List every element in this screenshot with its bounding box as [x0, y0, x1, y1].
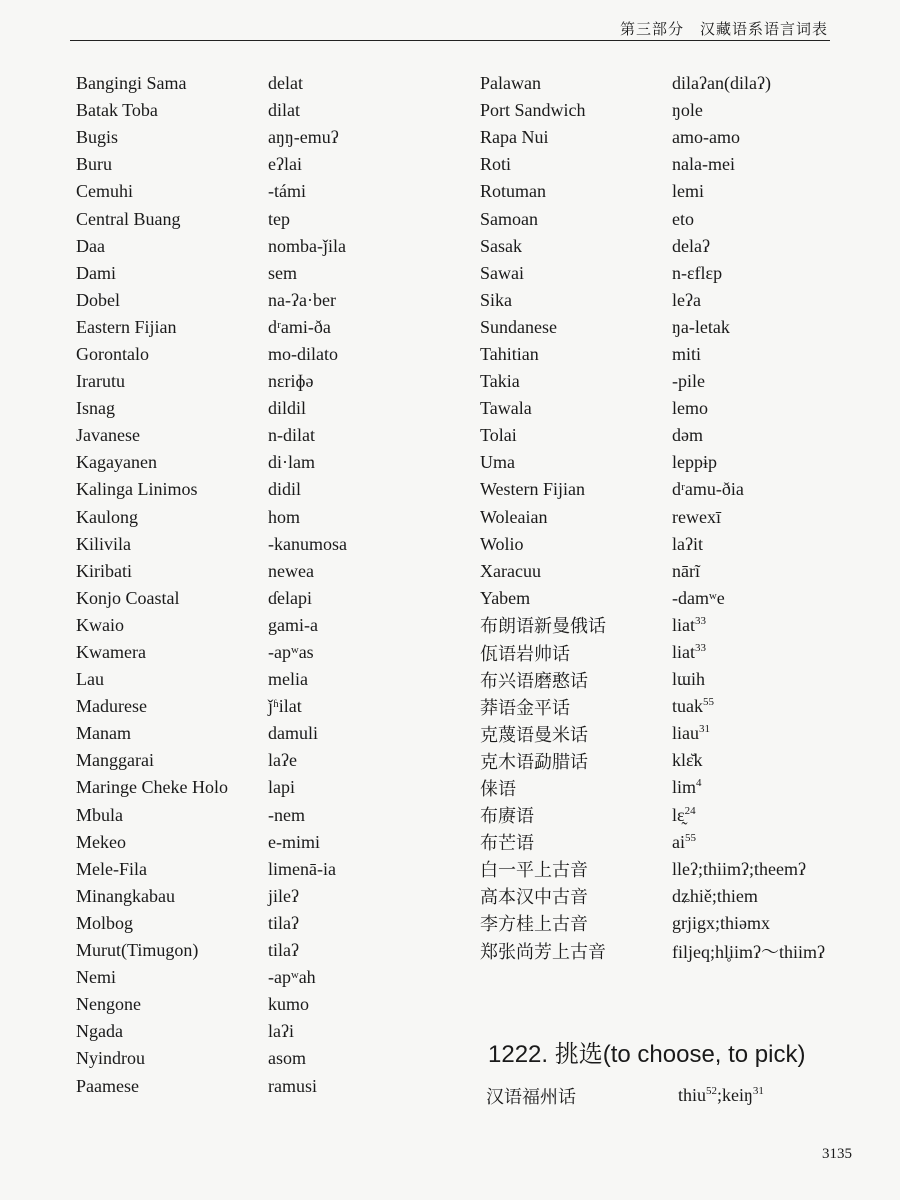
entry-word: eʔlai [268, 154, 302, 175]
list-item [480, 341, 870, 368]
entry-language: Nemi [76, 967, 116, 988]
list-item [76, 937, 466, 964]
entry-word: didil [268, 479, 302, 500]
entry-language: Kwaio [76, 614, 124, 635]
entry-word: eto [672, 208, 694, 229]
entry-word: delat [268, 73, 303, 94]
entry-language: Mele-Fila [76, 858, 147, 879]
entry-language: Xaracuu [480, 560, 541, 581]
entry-language: 布兴语磨憨话 [480, 670, 588, 691]
entry-word: delaʔ [672, 235, 710, 256]
entry-word: na-ʔa·ber [268, 289, 336, 310]
entry-language: Madurese [76, 696, 147, 717]
entry-word: mo-dilato [268, 343, 338, 364]
entry-language: Kwamera [76, 642, 146, 663]
list-item [76, 829, 466, 856]
left-word-list [76, 70, 466, 1100]
entry-word: limenā-ia [268, 858, 336, 879]
list-item [76, 287, 466, 314]
entry-language: 克蔑语曼米话 [480, 724, 588, 745]
entry-word: lemi [672, 181, 704, 202]
entry-word: di·lam [268, 452, 315, 473]
entry-word: damuli [268, 723, 318, 744]
entry-word: laʔe [268, 750, 297, 771]
list-item [480, 774, 870, 801]
entry-language: 高本汉中古音 [480, 887, 588, 908]
list-item [76, 395, 466, 422]
list-item [480, 937, 870, 964]
entry-word: aŋŋ-emuʔ [268, 127, 339, 148]
list-item [76, 964, 466, 991]
entry-language: Dobel [76, 289, 120, 310]
entry-word: n-ɛflɛp [672, 262, 723, 283]
list-item [76, 124, 466, 151]
entry-word: dəm [672, 425, 703, 446]
list-item [76, 856, 466, 883]
entry-word: melia [268, 669, 308, 690]
entry-word: jileʔ [268, 885, 299, 906]
entry-language: Mekeo [76, 831, 126, 852]
entry-word: $ai^{55}$ [672, 831, 696, 852]
entry-language: 佤语岩帅话 [480, 643, 570, 664]
entry-word: newea [268, 560, 314, 581]
list-item [480, 151, 870, 178]
entry-language: 俫语 [480, 778, 516, 799]
entry-word: lleʔ;thiimʔ;theemʔ [672, 858, 806, 879]
entry-language: 白一平上古音 [480, 860, 588, 881]
entry-language: Cemuhi [76, 181, 133, 202]
list-item [480, 233, 870, 260]
entry-word: dʑhiě;thiem [672, 885, 758, 906]
entry-language: Lau [76, 669, 104, 690]
list-item [480, 856, 870, 883]
entry-word: ŋole [672, 100, 703, 121]
entry-word: ɗelapi [268, 587, 312, 608]
entry-word: klɛ̆k [672, 750, 703, 771]
list-item [76, 233, 466, 260]
entry-language: 布芒语 [480, 833, 534, 854]
entry-language: Western Fijian [480, 479, 586, 500]
list-item [76, 1045, 466, 1072]
entry-language: Isnag [76, 398, 115, 419]
entry-language: Mbula [76, 804, 123, 825]
entry-word: asom [268, 1048, 306, 1069]
entry-language: Eastern Fijian [76, 316, 177, 337]
entry-word: leʔa [672, 289, 701, 310]
list-item [480, 558, 870, 585]
list-item [480, 531, 870, 558]
list-item [76, 585, 466, 612]
entry-word: lɯih [672, 669, 706, 690]
entry-word: -kanumosa [268, 533, 347, 554]
entry-language: Maringe Cheke Holo [76, 777, 228, 798]
entry-language: Nyindrou [76, 1048, 145, 1069]
list-item [76, 260, 466, 287]
right-word-list [480, 70, 870, 964]
entry-word: gami-a [268, 614, 318, 635]
list-item [480, 829, 870, 856]
entry-language: Kalinga Linimos [76, 479, 198, 500]
list-item [76, 666, 466, 693]
entry-language: Ngada [76, 1021, 123, 1042]
entry-word: kumo [268, 994, 310, 1015]
entry-word: -apʷah [268, 967, 316, 988]
list-item [480, 585, 870, 612]
entry-language: Rotuman [480, 181, 546, 202]
entry-word: tuak$^{55}$ [672, 696, 714, 717]
entry-language: Sasak [480, 235, 522, 256]
list-item [480, 612, 870, 639]
list-item [480, 910, 870, 937]
entry-word: ramusi [268, 1075, 317, 1096]
list-item [76, 476, 466, 503]
entry-language: Dami [76, 262, 116, 283]
entry-word: ŋa-letak [672, 316, 730, 337]
entry-word: liau$^{31}$ [672, 723, 710, 744]
entry-word: dilat [268, 100, 300, 121]
entry-language: Manggarai [76, 750, 154, 771]
entry-language: Bangingi Sama [76, 73, 187, 94]
header-rule [70, 40, 830, 41]
entry-word: liat$^{33}$ [672, 642, 706, 663]
list-item [76, 639, 466, 666]
entry-word: nārĩ [672, 560, 700, 581]
section-heading: 1222. 挑选(to choose, to pick) [488, 1041, 806, 1068]
entry-language: Rapa Nui [480, 127, 549, 148]
entry-word: grjigx;thiəmx [672, 912, 770, 933]
entry-language: Kilivila [76, 533, 131, 554]
running-header: 第三部分 汉藏语系语言词表 [619, 22, 828, 38]
list-item [76, 205, 466, 232]
list-item [76, 747, 466, 774]
list-item [480, 368, 870, 395]
list-item [480, 260, 870, 287]
list-item [480, 639, 870, 666]
list-item [480, 666, 870, 693]
entry-language: Minangkabau [76, 885, 175, 906]
list-item [76, 1072, 466, 1099]
entry-language: 克木语勐腊话 [480, 751, 588, 772]
entry-language: Sika [480, 289, 513, 310]
entry-word: n-dilat [268, 425, 315, 446]
entry-language: Molbog [76, 912, 134, 933]
entry-language: Bugis [76, 127, 119, 148]
list-item [76, 314, 466, 341]
entry-language: Tawala [480, 398, 532, 419]
entry-language: Manam [76, 723, 131, 744]
entry-word: lemo [672, 398, 708, 419]
entry-word: liat$^{33}$ [672, 614, 706, 635]
entry-language: 郑张尚芳上古音 [480, 941, 606, 962]
entry-language: Murut(Timugon) [76, 940, 199, 961]
list-item [76, 720, 466, 747]
entry-word: lɛ̰$^{24}$ [672, 804, 696, 825]
entry-word: -támi [268, 181, 306, 202]
entry-word: -apʷas [268, 642, 314, 663]
list-item [480, 97, 870, 124]
entry-word: tilaʔ [268, 940, 299, 961]
entry-word: nɛriɸə [268, 371, 314, 392]
entry-word: lapi [268, 777, 295, 798]
list-item [76, 693, 466, 720]
section-entry [486, 1082, 866, 1109]
entry-language: Woleaian [480, 506, 548, 527]
list-item [480, 883, 870, 910]
list-item [480, 395, 870, 422]
entry-language: 布朗语新曼俄话 [480, 616, 606, 637]
entry-word: dʳami-ða [268, 316, 331, 337]
list-item [76, 774, 466, 801]
list-item [76, 341, 466, 368]
list-item [480, 178, 870, 205]
list-item [76, 531, 466, 558]
entry-language: 莽语金平话 [480, 697, 570, 718]
entry-language: Tolai [480, 425, 517, 446]
entry-language: Daa [76, 235, 105, 256]
entry-language: Central Buang [76, 208, 181, 229]
list-item [76, 612, 466, 639]
entry-language: Sundanese [480, 316, 557, 337]
page-number: 3135 [822, 1146, 852, 1162]
entry-language: Kaulong [76, 506, 138, 527]
entry-language: Batak Toba [76, 100, 158, 121]
list-item [76, 178, 466, 205]
list-item [480, 747, 870, 774]
list-item [76, 449, 466, 476]
list-item [76, 802, 466, 829]
entry-word: nomba-ǰila [268, 235, 346, 256]
list-item [480, 693, 870, 720]
entry-language: Roti [480, 154, 512, 175]
list-item [480, 70, 870, 97]
entry-language: Takia [480, 371, 520, 392]
list-item [480, 422, 870, 449]
list-item [480, 476, 870, 503]
entry-language: Tahitian [480, 343, 539, 364]
list-item [76, 991, 466, 1018]
entry-language: Wolio [480, 533, 524, 554]
entry-word: tep [268, 208, 290, 229]
entry-word: thiu$^{52}$;keiŋ$^{31}$ [678, 1085, 764, 1106]
entry-word: filjeq;hl̥iimʔ～thiimʔ [672, 941, 825, 962]
entry-language: Samoan [480, 208, 538, 229]
list-item [480, 205, 870, 232]
entry-word: -pile [672, 371, 705, 392]
entry-language: Buru [76, 154, 112, 175]
entry-word: laʔi [268, 1021, 294, 1042]
entry-word: laʔit [672, 533, 703, 554]
list-item [480, 287, 870, 314]
entry-language: Gorontalo [76, 343, 149, 364]
entry-language: Sawai [480, 262, 524, 283]
list-item [76, 883, 466, 910]
entry-word: miti [672, 343, 702, 364]
entry-language: Kagayanen [76, 452, 157, 473]
entry-word: -damʷe [672, 587, 725, 608]
entry-word: dildil [268, 398, 307, 419]
list-item [76, 558, 466, 585]
list-item [76, 504, 466, 531]
entry-language: Paamese [76, 1075, 139, 1096]
entry-word: dilaʔan(dilaʔ) [672, 73, 771, 94]
list-item [480, 720, 870, 747]
entry-word: e-mimi [268, 831, 320, 852]
entry-word: nala-mei [672, 154, 735, 175]
entry-word: $\lim^4$ [672, 777, 702, 798]
entry-language: Irarutu [76, 371, 125, 392]
entry-language: Yabem [480, 587, 531, 608]
list-item [76, 97, 466, 124]
entry-language: Uma [480, 452, 515, 473]
entry-word: dʳamu-ðia [672, 479, 744, 500]
entry-word: tilaʔ [268, 912, 299, 933]
entry-language: Nengone [76, 994, 141, 1015]
list-item [480, 314, 870, 341]
list-item [76, 1018, 466, 1045]
list-item [76, 368, 466, 395]
entry-word: hom [268, 506, 301, 527]
entry-word: leppɨp [672, 452, 717, 473]
entry-language: Javanese [76, 425, 140, 446]
entry-word: rewexī [672, 506, 721, 527]
entry-language: Kiribati [76, 560, 132, 581]
list-item [480, 449, 870, 476]
entry-language: Palawan [480, 73, 541, 94]
list-item [480, 504, 870, 531]
entry-language: Konjo Coastal [76, 587, 180, 608]
entry-language: Port Sandwich [480, 100, 586, 121]
list-item [76, 70, 466, 97]
entry-language: 李方桂上古音 [480, 914, 588, 935]
entry-language: 汉语福州话 [486, 1086, 576, 1107]
list-item [76, 910, 466, 937]
list-item [76, 151, 466, 178]
entry-word: -nem [268, 804, 305, 825]
list-item [480, 124, 870, 151]
entry-language: 布赓语 [480, 806, 534, 827]
entry-word: ǰʱilat [268, 696, 302, 717]
entry-word: sem [268, 262, 297, 283]
entry-word: amo-amo [672, 127, 740, 148]
list-item [480, 802, 870, 829]
list-item [76, 422, 466, 449]
